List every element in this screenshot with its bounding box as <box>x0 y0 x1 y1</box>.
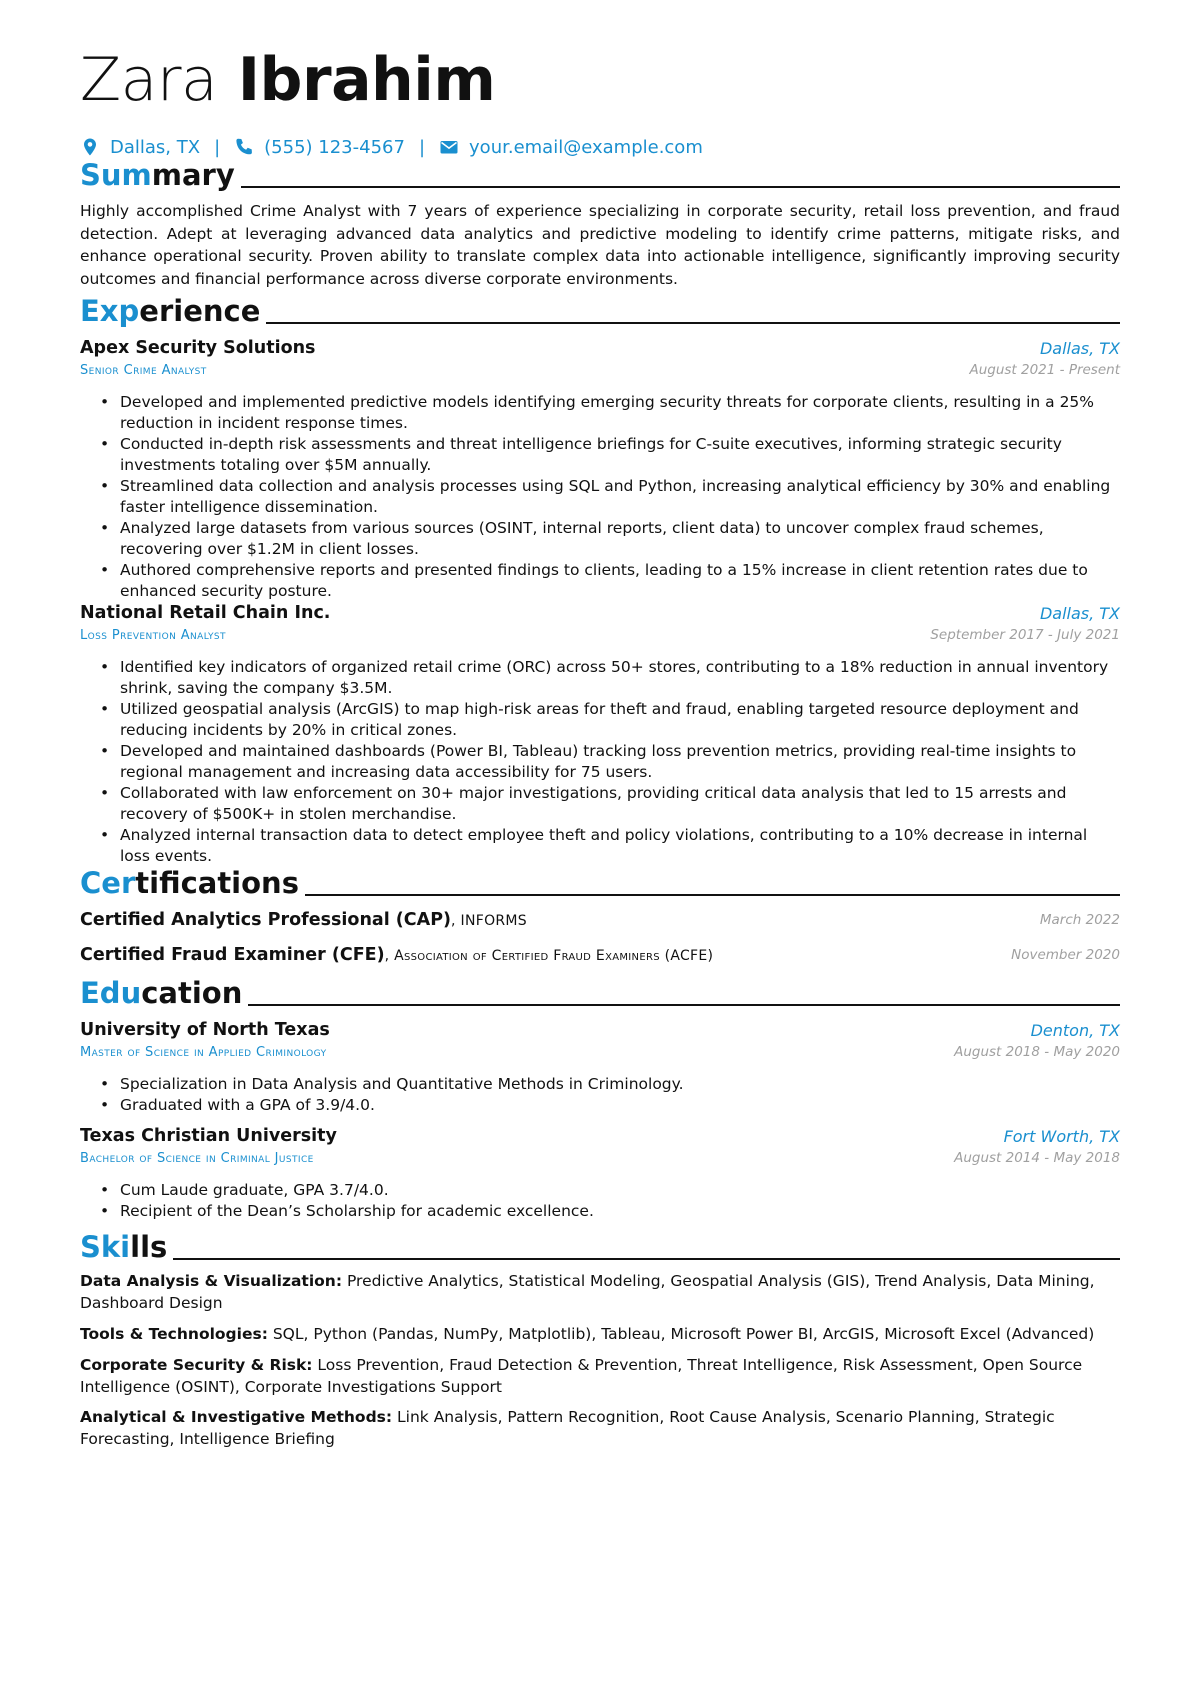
section-rule <box>173 1258 1120 1260</box>
list-item: • Analyzed large datasets from various sources (OSINT, internal reports, client data) to uncover complex fraud schemes, recovering over $1.2M in client losses. <box>110 518 1120 560</box>
list-item: • Conducted in-depth risk assessments and threat intelligence briefings for C-suite executives, informing strategic security investments totaling over $5M annually. <box>110 434 1120 476</box>
list-item: • Authored comprehensive reports and presented findings to clients, leading to a 15% increase in client retention rates due to enhanced security posture. <box>110 560 1120 602</box>
school-location: Denton, TX <box>1030 1020 1120 1040</box>
certification-name: Certified Analytics Professional (CAP) <box>80 910 452 930</box>
school-name: University of North Texas <box>80 1020 330 1040</box>
skill-row <box>80 1270 1120 1314</box>
section-title: Education <box>80 976 243 1010</box>
first-name: Zara <box>80 45 218 115</box>
certification-date: November 2020 <box>1011 947 1120 963</box>
job-subheader <box>80 358 1120 382</box>
job-dates: August 2021 - Present <box>969 362 1120 378</box>
certification-name: Certified Fraud Examiner (CFE) <box>80 945 385 965</box>
list-item: • Graduated with a GPA of 3.9/4.0. <box>110 1095 1120 1116</box>
skill-row <box>80 1354 1120 1398</box>
list-item: • Utilized geospatial analysis (ArcGIS) to map high-risk areas for theft and fraud, enabling targeted resource deployment and reducing incidents by 20% in critical zones. <box>110 699 1120 741</box>
candidate-name <box>80 40 495 120</box>
job-header <box>80 601 1120 625</box>
skills-heading <box>80 1226 1120 1266</box>
school-bullets <box>110 1180 1120 1222</box>
degree: Bachelor of Science in Criminal Justice <box>80 1150 314 1166</box>
list-item: • Recipient of the Dean’s Scholarship for academic excellence. <box>110 1201 1120 1222</box>
last-name: Ibrahim <box>237 45 496 115</box>
section-title: Summary <box>80 158 235 192</box>
contact-separator: | <box>214 136 221 158</box>
certification-item <box>80 907 1120 933</box>
school-subheader <box>80 1040 1120 1064</box>
section-rule <box>248 1004 1120 1006</box>
location-text: Dallas, TX <box>110 136 201 158</box>
resume-page <box>80 0 1120 1683</box>
skill-category: Corporate Security & Risk: <box>80 1356 313 1374</box>
section-rule <box>241 186 1120 188</box>
job-header <box>80 336 1120 360</box>
skill-list: SQL, Python (Pandas, NumPy, Matplotlib), Tableau, Microsoft Power BI, ArcGIS, Microsoft Excel (Advanced) <box>267 1325 1095 1343</box>
phone-text: (555) 123-4567 <box>264 136 405 158</box>
certification-date: March 2022 <box>1039 912 1120 928</box>
company-name: National Retail Chain Inc. <box>80 603 331 623</box>
list-item: • Cum Laude graduate, GPA 3.7/4.0. <box>110 1180 1120 1201</box>
summary-heading <box>80 154 1120 194</box>
list-item: • Analyzed internal transaction data to detect employee theft and policy violations, contributing to a 10% decrease in internal loss events. <box>110 825 1120 867</box>
school-dates: August 2018 - May 2020 <box>954 1044 1120 1060</box>
job-location: Dallas, TX <box>1039 338 1120 358</box>
skill-category: Analytical & Investigative Methods: <box>80 1408 393 1426</box>
list-item: • Developed and maintained dashboards (Power BI, Tableau) tracking loss prevention metrics, providing real-time insights to regional management and increasing data accessibility for 75 users. <box>110 741 1120 783</box>
skill-row <box>80 1323 1120 1345</box>
job-bullets <box>110 392 1120 602</box>
school-subheader <box>80 1146 1120 1170</box>
school-location: Fort Worth, TX <box>1003 1126 1120 1146</box>
school-header <box>80 1018 1120 1042</box>
certification-issuer: , INFORMS <box>451 913 527 929</box>
skill-list: Loss Prevention, Fraud Detection & Prevention, Threat Intelligence, Risk Assessment, Open Source Intelligence (OSINT), Corporate Investigations Support <box>80 1356 1083 1396</box>
education-heading <box>80 972 1120 1012</box>
skill-category: Data Analysis & Visualization: <box>80 1272 343 1290</box>
section-title: Skills <box>80 1230 168 1264</box>
school-dates: August 2014 - May 2018 <box>954 1150 1120 1166</box>
job-subheader <box>80 623 1120 647</box>
certifications-heading <box>80 862 1120 902</box>
list-item: • Streamlined data collection and analysis processes using SQL and Python, increasing analytical efficiency by 30% and enabling faster intelligence dissemination. <box>110 476 1120 518</box>
skill-category: Tools & Technologies: <box>80 1325 268 1343</box>
skill-list: Link Analysis, Pattern Recognition, Root Cause Analysis, Scenario Planning, Strategic Forecasting, Intelligence Briefing <box>80 1408 1055 1448</box>
job-location: Dallas, TX <box>1039 603 1120 623</box>
section-title: Certifications <box>80 866 299 900</box>
section-title: Experience <box>80 294 261 328</box>
section-rule <box>266 322 1120 324</box>
list-item: • Developed and implemented predictive models identifying emerging security threats for corporate clients, resulting in a 25% reduction in incident response times. <box>110 392 1120 434</box>
school-bullets <box>110 1074 1120 1116</box>
summary-text: Highly accomplished Crime Analyst with 7 years of experience specializing in corporate security, retail loss prevention, and fraud detection. Adept at leveraging advanced data analytics and predictive modeling to identify crime patterns, mitigate risks, and enhance operational security. Proven ability to translate complex data into actionable intelligence, significantly improving security outcomes and financial performance across diverse corporate environments. <box>80 202 1120 288</box>
school-name: Texas Christian University <box>80 1126 337 1146</box>
job-dates: September 2017 - July 2021 <box>930 627 1120 643</box>
skill-list: Predictive Analytics, Statistical Modeling, Geospatial Analysis (GIS), Trend Analysis, Data Mining, Dashboard Design <box>80 1272 1095 1312</box>
school-header <box>80 1124 1120 1148</box>
experience-heading <box>80 290 1120 330</box>
company-name: Apex Security Solutions <box>80 338 316 358</box>
section-rule <box>305 894 1120 896</box>
skill-row <box>80 1406 1120 1450</box>
degree: Master of Science in Applied Criminology <box>80 1044 327 1060</box>
list-item: • Identified key indicators of organized retail crime (ORC) across 50+ stores, contributing to a 18% reduction in annual inventory shrink, saving the company $3.5M. <box>110 657 1120 699</box>
contact-separator: | <box>418 136 426 158</box>
certification-item <box>80 942 1120 968</box>
certification-issuer: , Association of Certified Fraud Examiners (ACFE) <box>384 948 714 964</box>
job-bullets <box>110 657 1120 867</box>
email-link: your.email@example.com <box>469 136 703 158</box>
job-title: Senior Crime Analyst <box>80 362 207 378</box>
list-item: • Collaborated with law enforcement on 30+ major investigations, providing critical data analysis that led to 15 arrests and recovery of $500K+ in stolen merchandise. <box>110 783 1120 825</box>
list-item: • Specialization in Data Analysis and Quantitative Methods in Criminology. <box>110 1074 1120 1095</box>
job-title: Loss Prevention Analyst <box>80 627 226 643</box>
